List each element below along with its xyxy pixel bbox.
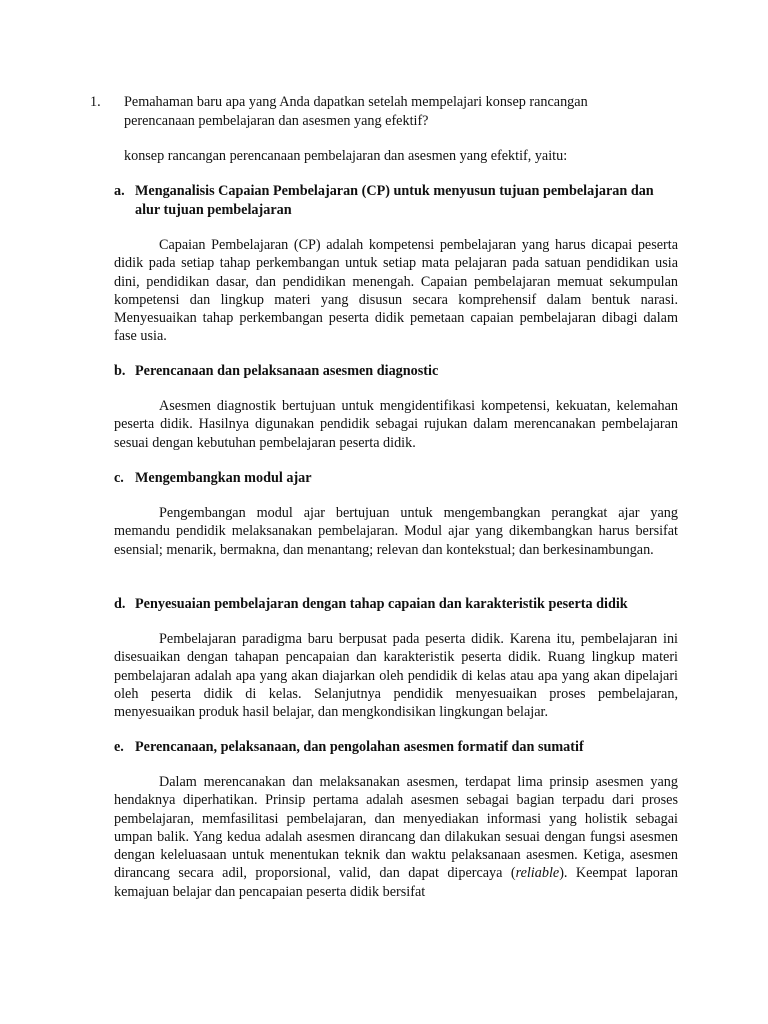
section-a-title: Menganalisis Capaian Pembelajaran (CP) untuk menyusun tujuan pembelajaran dan alur tujuan pembelajaran [135, 183, 654, 218]
section-e-letter: e. [114, 739, 124, 755]
section-e-text-after: ). Keempat laporan kemajuan belajar dan pencapaian peserta didik bersifat [114, 865, 678, 900]
section-c-letter: c. [114, 470, 124, 486]
section-e-title: Perencanaan, pelaksanaan, dan pengolahan asesmen formatif dan sumatif [135, 739, 584, 755]
section-a-paragraph: Capaian Pembelajaran (CP) adalah kompetensi pembelajaran yang harus dicapai peserta didik pada setiap tahap perkembangan untuk setiap mata pelajaran pada satuan pendidikan usia dini, pendidikan dasar, dan pendidikan menengah. Capaian pembelajaran memuat sekumpulan kompetensi dan lingkup materi yang disusun secara komprehensif dalam bentuk narasi. Menyesuaikan tahap perkembangan peserta didik pemetaan capaian pembelajaran dibagi dalam fase usia. [114, 237, 678, 345]
section-b-title: Perencanaan dan pelaksanaan asesmen diagnostic [135, 363, 439, 379]
section-e-paragraph [114, 773, 678, 901]
section-d-paragraph: Pembelajaran paradigma baru berpusat pada peserta didik. Karena itu, pembelajaran ini disesuaikan dengan tahapan pencapaian dan karakteristik peserta didik. Ruang lingkup materi pembelajaran adalah apa yang akan diajarkan oleh pendidik di kelas atau apa yang akan dipelajari oleh peserta didik di kelas. Selanjutnya pendidik menyesuaikan proses pembelajaran, menyesuaikan produk hasil belajar, dan mengkondisikan lingkungan belajar. [114, 631, 678, 721]
section-d-letter: d. [114, 596, 126, 612]
section-c-paragraph: Pengembangan modul ajar bertujuan untuk mengembangkan perangkat ajar yang memandu pendidik melaksanakan pembelajaran. Modul ajar yang dikembangkan harus bersifat esensial; menarik, bermakna, dan menantang; relevan dan kontekstual; dan berkesinambungan. [114, 505, 678, 558]
question-text: Pemahaman baru apa yang Anda dapatkan setelah mempelajari konsep rancangan perencanaan pembelajaran dan asesmen yang efektif? [124, 94, 588, 129]
intro-text: konsep rancangan perencanaan pembelajaran dan asesmen yang efektif, yaitu: [124, 148, 568, 164]
question-number: 1. [90, 94, 101, 110]
section-a-letter: a. [114, 183, 125, 199]
section-e-text-before: Dalam merencanakan dan melaksanakan asesmen, terdapat lima prinsip asesmen yang hendaknya diperhatikan. Prinsip pertama adalah asesmen sebagai bagian terpadu dari proses pembelajaran, memfasilitasi pembelajaran, dan menyediakan informasi yang holistik sebagai umpan balik. Yang kedua adalah asesmen dirancang dan dilakukan sesuai dengan fungsi asesmen dengan keleluasaan untuk menentukan teknik dan waktu pelaksanaan asesmen. Ketiga, asesmen dirancang secara adil, proporsional, valid, dan dapat dipercaya ( [114, 774, 678, 882]
section-b-paragraph: Asesmen diagnostik bertujuan untuk mengidentifikasi kompetensi, kekuatan, kelemahan peserta didik. Hasilnya digunakan pendidik sebagai rujukan dalam merencanakan pembelajaran sesuai dengan kebutuhan pembelajaran peserta didik. [114, 398, 678, 451]
section-c-title: Mengembangkan modul ajar [135, 470, 312, 486]
section-e-emphasis: reliable [515, 865, 560, 882]
section-d-title: Penyesuaian pembelajaran dengan tahap capaian dan karakteristik peserta didik [135, 596, 628, 612]
section-b-letter: b. [114, 363, 126, 379]
